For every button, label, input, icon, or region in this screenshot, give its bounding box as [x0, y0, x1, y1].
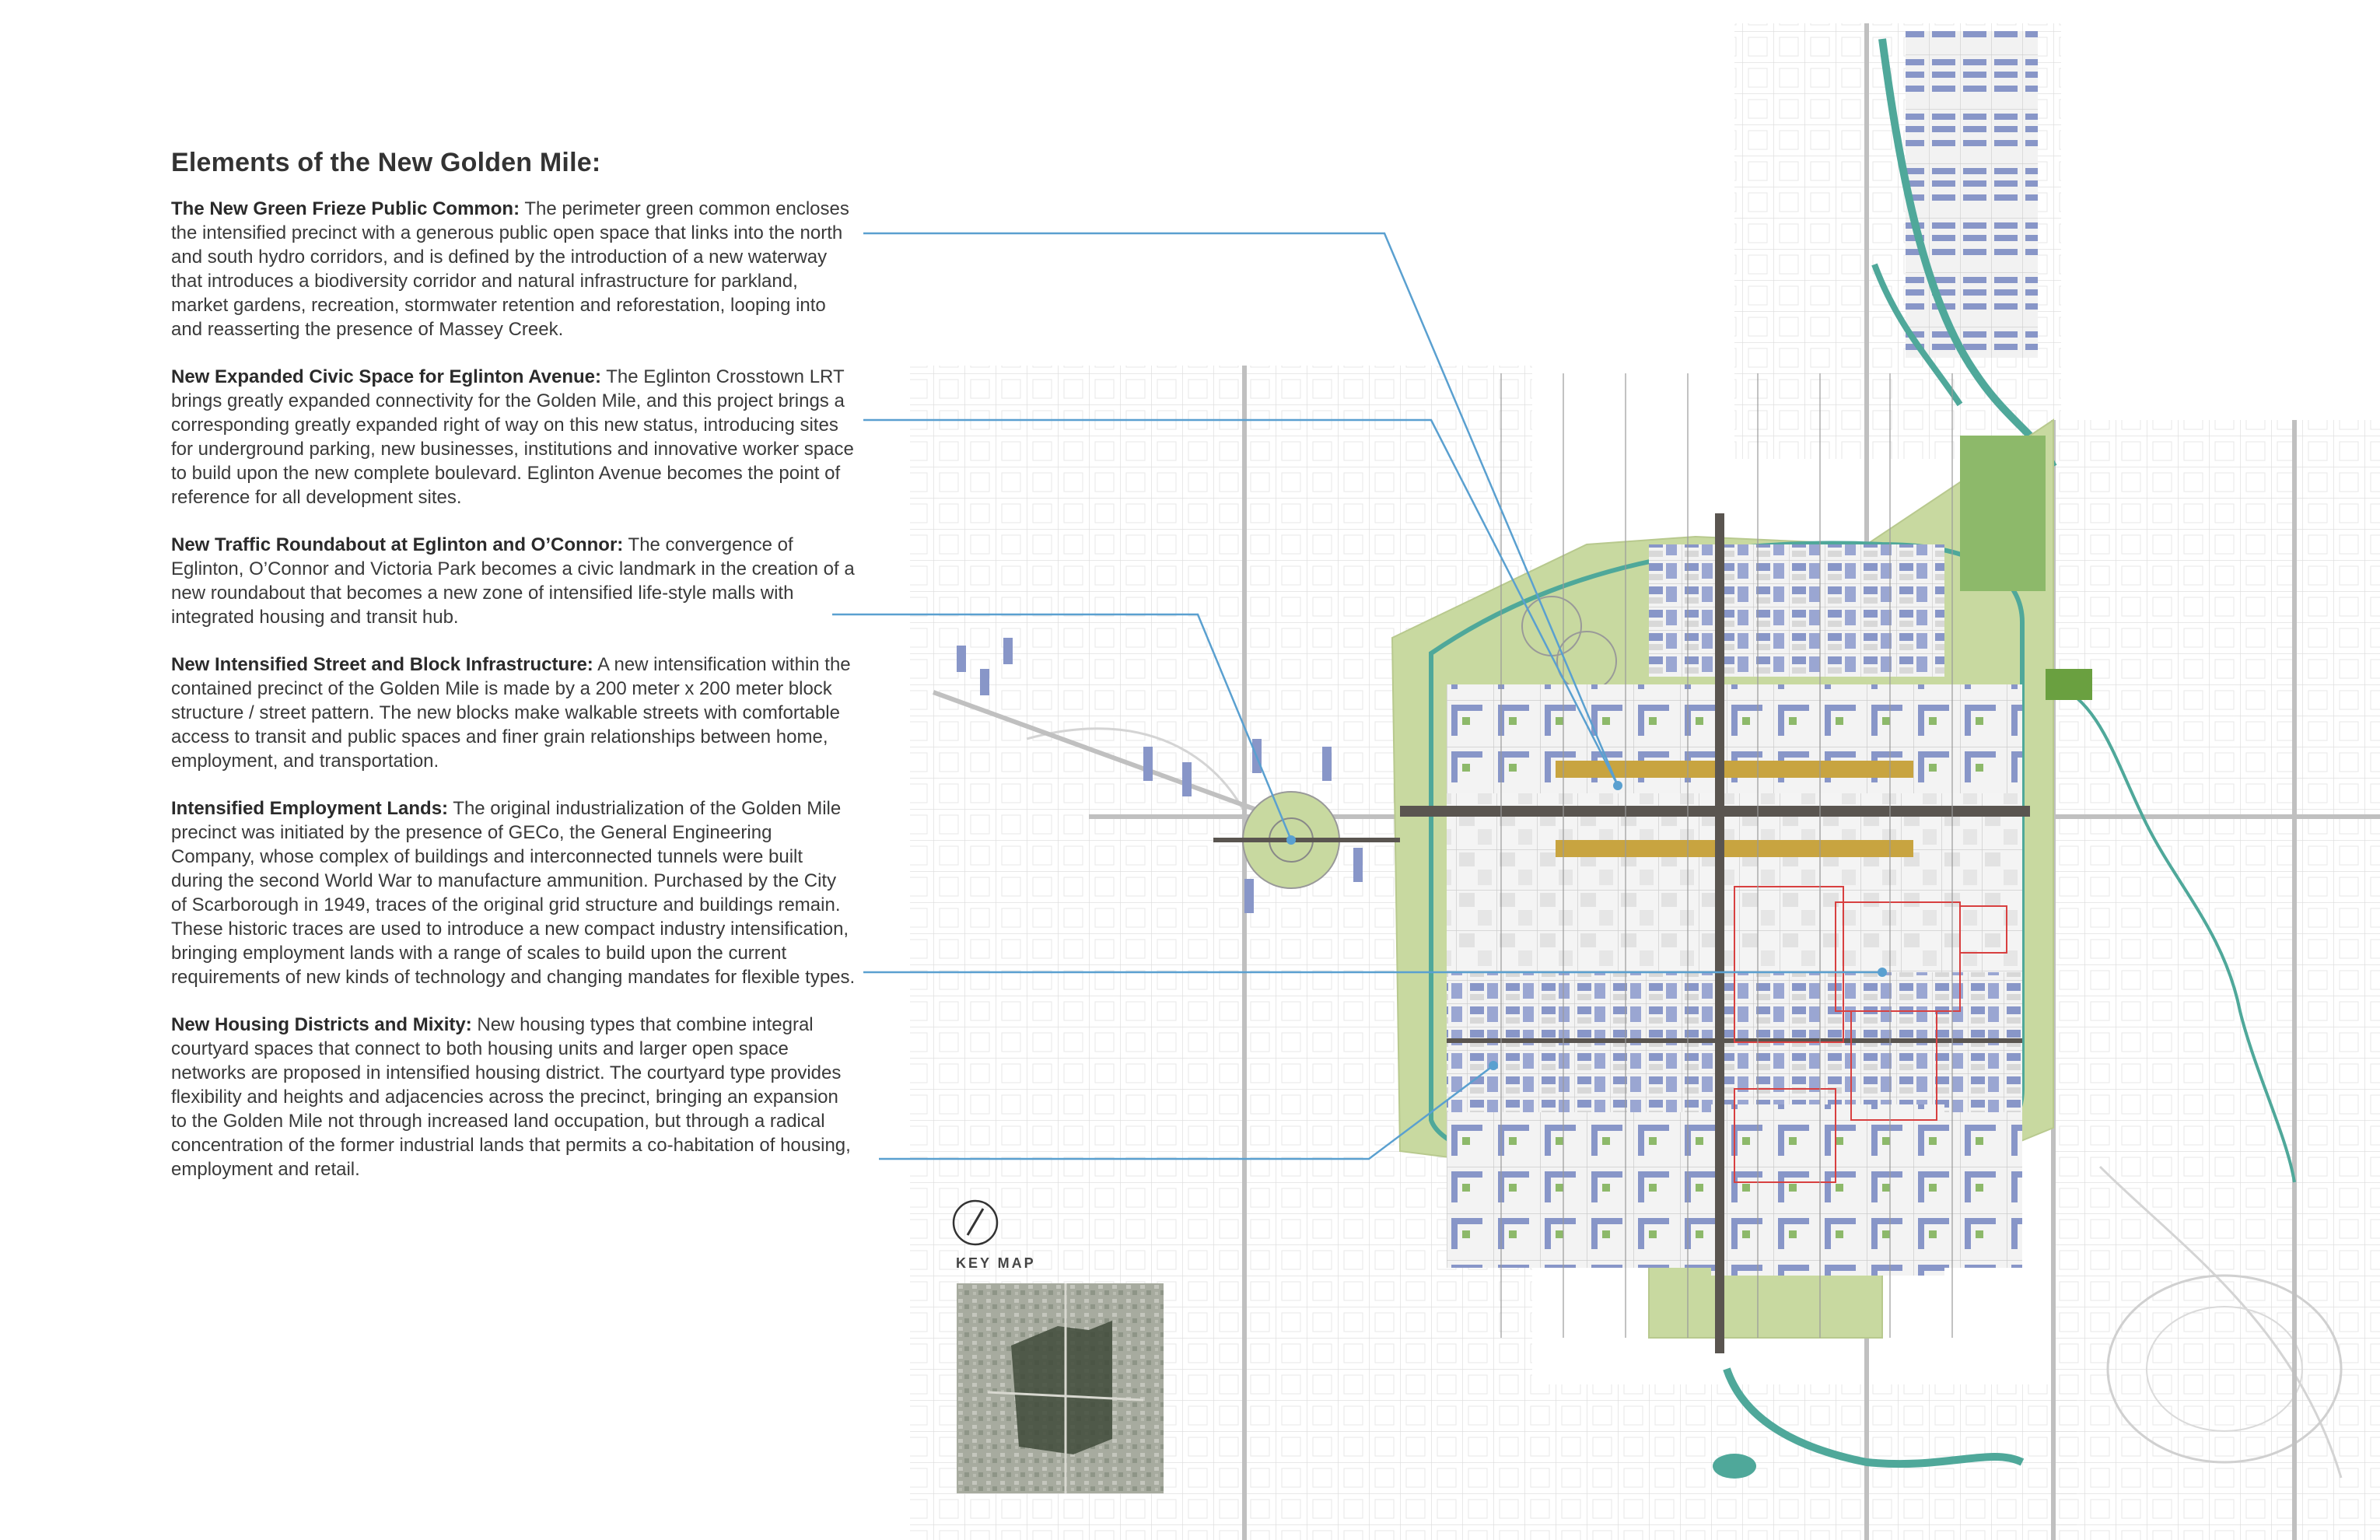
section-employment-lands — [171, 796, 856, 989]
section-heading: New Expanded Civic Space for Eglinton Avenue: — [171, 366, 601, 387]
section-heading: Intensified Employment Lands: — [171, 798, 449, 819]
north-arrow-icon — [950, 1198, 1000, 1248]
pond — [1713, 1454, 1756, 1479]
section-heading: New Intensified Street and Block Infrastructure: — [171, 654, 593, 675]
section-heading: New Traffic Roundabout at Eglinton and O’Connor: — [171, 534, 624, 555]
section-street-block-infrastructure — [171, 653, 856, 773]
aerial-photo-thumbnail — [957, 1283, 1164, 1493]
section-body: New housing types that combine integral courtyard spaces that connect to both housing units and larger open space networks are proposed in intensified housing district. The courtyard type provides flexibility and heights and adjacencies across the precinct, bringing an expansion to the Golden Mile not through increased land occupation, but through a radical concentration of the former industrial lands that permits a co-habitation of housing, employment and retail. — [171, 1014, 851, 1180]
key-map-label: KEY MAP — [956, 1255, 1036, 1271]
section-body: The Eglinton Crosstown LRT brings greatly expanded connectivity for the Golden Mile, and this project brings a corresponding greatly expanded right of way on this new status, introducing sites for underground parking, new businesses, institutions and innovative worker space to build upon the new complete boulevard. Eglinton Avenue becomes the point of reference for all development sites. — [171, 366, 854, 508]
section-body: The convergence of Eglinton, O’Connor and Victoria Park becomes a civic landmark in the creation of a new roundabout that becomes a new zone of intensified life-style malls with integrated housing and transit hub. — [171, 534, 855, 628]
elements-text-panel — [171, 148, 856, 1205]
section-housing-districts — [171, 1013, 856, 1181]
section-traffic-roundabout — [171, 533, 856, 629]
section-body: The perimeter green common encloses the intensified precinct with a generous public open space that links into the north and south hydro corridors, and is defined by the introduction of a new waterway that introduces a biodiversity corridor and natural infrastructure for parkland, market gardens, recreation, stormwater retention and reforestation, looping into and reasserting the presence of Massey Creek. — [171, 198, 849, 340]
north-south-avenue — [1715, 513, 1724, 1353]
page-title: Elements of the New Golden Mile: — [171, 148, 601, 177]
section-body: A new intensification within the contained precinct of the Golden Mile is made by a 200 meter x 200 meter block structure / street pattern. The new blocks make walkable streets with comfortable access to transit and public spaces and finer grain relationships between home, employment, and transportation. — [171, 654, 851, 772]
section-body: The original industrialization of the Golden Mile precinct was initiated by the presence of GECo, the General Engineering Company, whose complex of buildings and interconnected tunnels were built during the second World War to manufacture ammunition. Purchased by the City of Scarborough in 1949, traces of the original grid structure and buildings remain. These historic traces are used to introduce a new compact industry intensification, bringing employment lands with a range of scales to build upon the current requirements of new kinds of technology and changing mandates for flexible types. — [171, 798, 856, 988]
section-heading: New Housing Districts and Mixity: — [171, 1014, 472, 1035]
eglinton-civic-band-south — [1556, 840, 1913, 857]
section-heading: The New Green Frieze Public Common: — [171, 198, 520, 219]
section-green-frieze — [171, 197, 856, 341]
south-housing-lobe — [1711, 1104, 1944, 1276]
section-eglinton-civic-space — [171, 365, 856, 509]
